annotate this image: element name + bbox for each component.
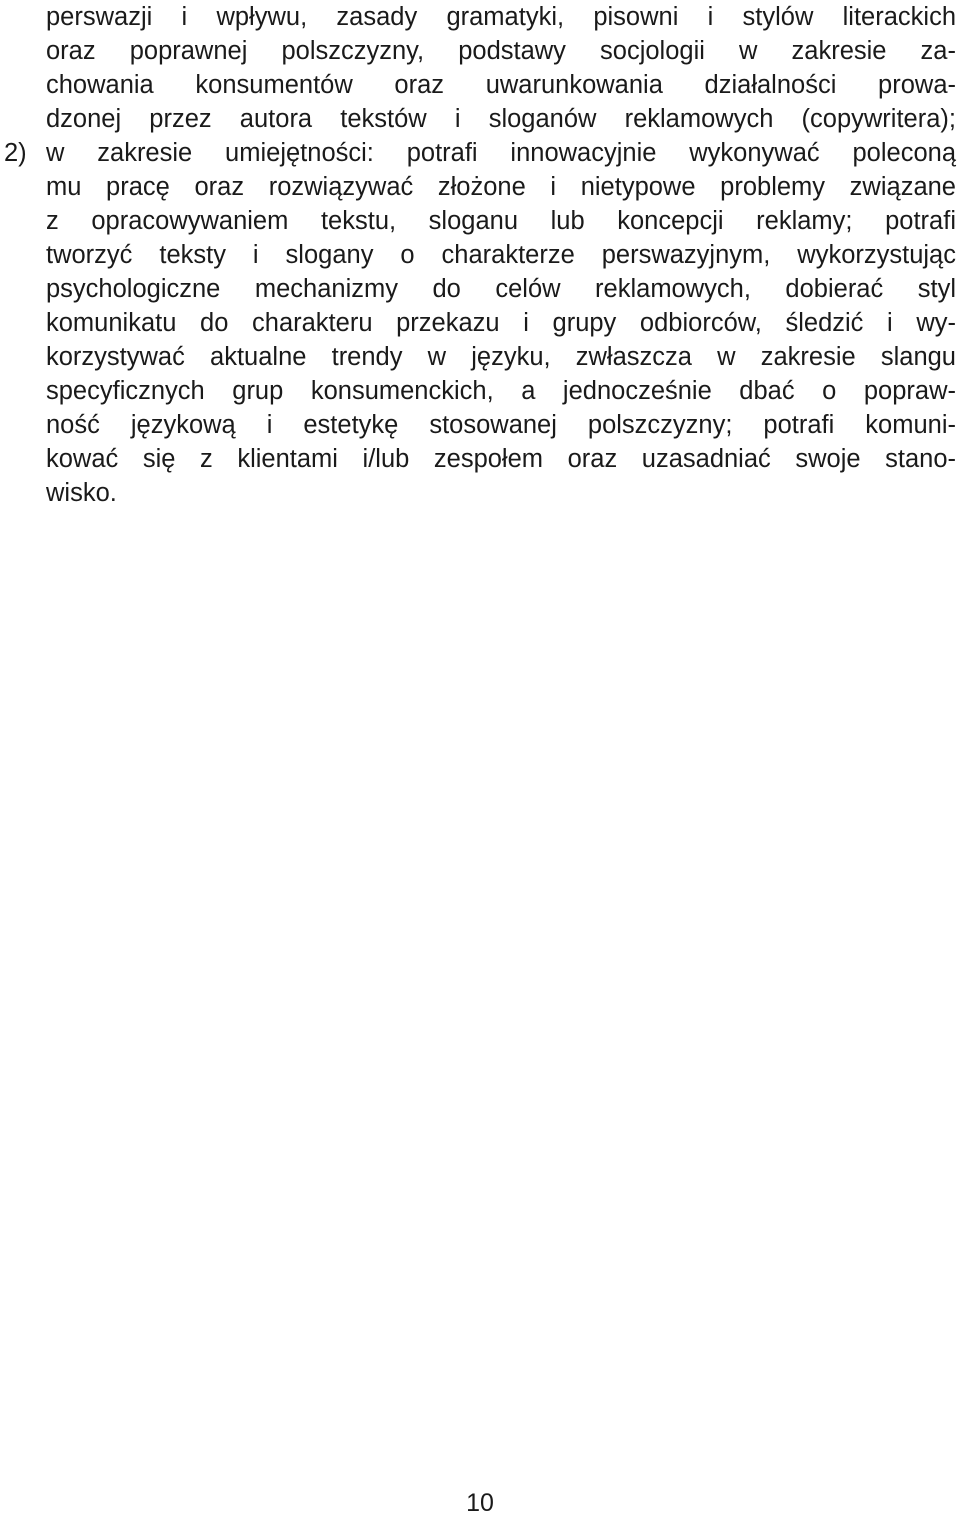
text-line: specyficznych grup konsumenckich, a jednocześnie dbać o popraw-: [46, 377, 956, 405]
text-line: psychologiczne mechanizmy do celów reklamowych, dobierać styl: [46, 275, 956, 303]
text-line: kować się z klientami i/lub zespołem oraz uzasadniać swoje stano-: [46, 445, 956, 473]
text-line: wisko.: [46, 479, 117, 507]
page-number: 10: [466, 1489, 494, 1517]
text-line: ność językową i estetykę stosowanej polszczyzny; potrafi komuni-: [46, 411, 956, 439]
text-line: w zakresie umiejętności: potrafi innowacyjnie wykonywać poleconą: [46, 139, 956, 167]
text-line: z opracowywaniem tekstu, sloganu lub koncepcji reklamy; potrafi: [46, 207, 956, 235]
text-line: oraz poprawnej polszczyzny, podstawy socjologii w zakresie za-: [46, 37, 956, 65]
text-line: korzystywać aktualne trendy w języku, zwłaszcza w zakresie slangu: [46, 343, 956, 371]
text-line: tworzyć teksty i slogany o charakterze perswazyjnym, wykorzystując: [46, 241, 956, 269]
list-item-number: 2): [4, 139, 27, 167]
text-line: komunikatu do charakteru przekazu i grupy odbiorców, śledzić i wy-: [46, 309, 956, 337]
text-line: chowania konsumentów oraz uwarunkowania działalności prowa-: [46, 71, 956, 99]
text-line: dzonej przez autora tekstów i sloganów reklamowych (copywritera);: [46, 105, 956, 133]
text-line: mu pracę oraz rozwiązywać złożone i nietypowe problemy związane: [46, 173, 956, 201]
text-line: perswazji i wpływu, zasady gramatyki, pisowni i stylów literackich: [46, 3, 956, 31]
